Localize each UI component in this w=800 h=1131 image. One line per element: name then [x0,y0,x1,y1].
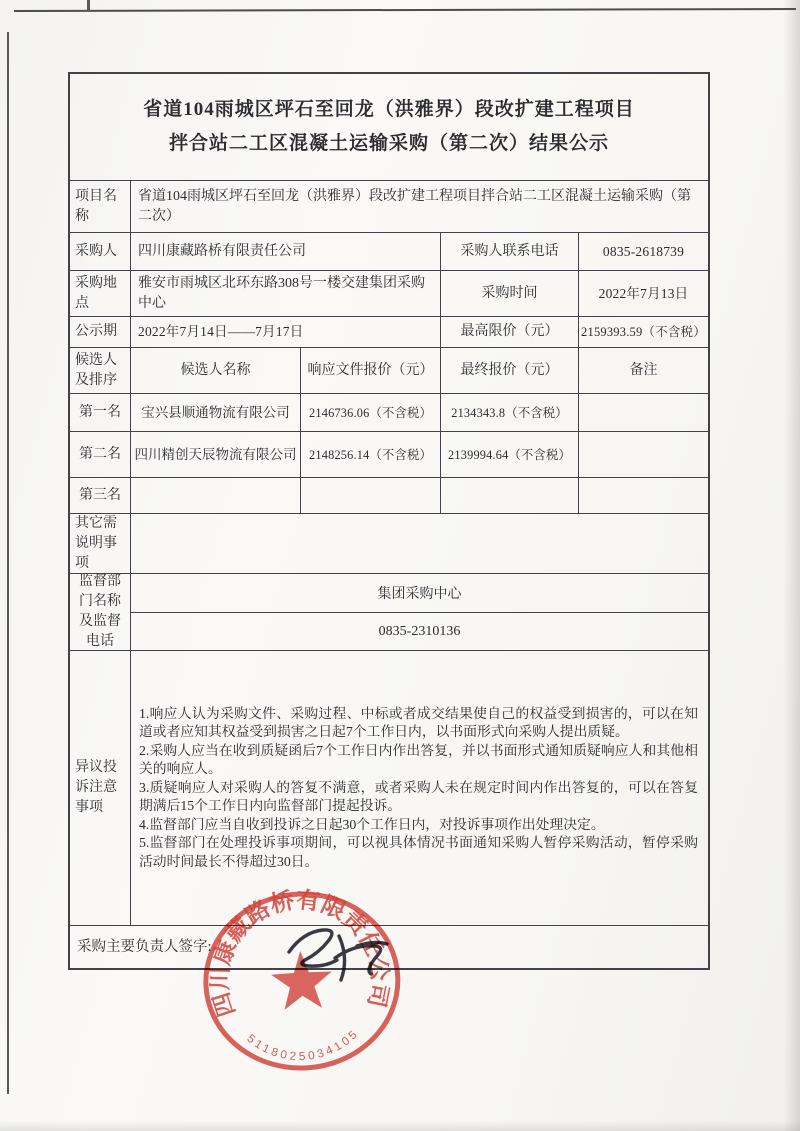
purchaser-phone-value: 0835-2618739 [578,233,708,270]
objection-label: 异议投诉注意事项 [75,760,117,815]
candidate-2-final-price: 2139994.64（不含税） [440,432,578,477]
publicity-value: 2022年7月14日——7月17日 [130,317,440,347]
objection-item-3: 3.质疑响应人对采购人的答复不满意，或者采购人未在规定时间内作出答复的，可以在答复期满后15个工作日内向监督部门提起投诉。 [139,779,698,814]
scan-edge-top [14,8,796,12]
row-project-name [70,180,708,232]
objection-item-4: 4.监督部门应当自收到投诉之日起30个工作日内，对投诉事项作出处理决定。 [139,816,605,832]
purchaser-label: 采购人 [75,243,117,259]
document-title-block [70,74,708,180]
candidate-2-name: 四川精创天辰物流有限公司 [130,432,300,477]
supervision-values [130,574,708,650]
candidate-1-final-price: 2134343.8（不含税） [440,394,578,431]
rank-1: 第一名 [79,404,121,420]
svg-text:四川康藏路桥有限责任公司 [202,883,394,1020]
other-notes-value [130,514,708,573]
seal-company-text: 四川康藏路桥有限责任公司 [207,887,393,1020]
location-value: 雅安市雨城区北环东路308号一楼交建集团采购中心 [130,271,440,316]
document-title-line-1: 省道104雨城区坪石至回龙（洪雅界）段改扩建工程项目 [143,99,635,120]
col-header-candidate-name: 候选人名称 [130,348,300,393]
max-price-label: 最高限价（元） [440,317,578,347]
project-name-value: 省道104雨城区坪石至回龙（洪雅界）段改扩建工程项目拌合站二工区混凝土运输采购（第二次） [130,181,708,232]
candidate-3-final-price [440,478,578,513]
candidate-1-remark [578,394,708,431]
table-row-candidate-2 [70,431,708,477]
location-label: 采购地点 [75,275,117,311]
row-purchaser [70,232,708,270]
table-row-candidate-3 [70,477,708,513]
scan-edge-tick [87,0,90,11]
objection-items [130,651,708,925]
publicity-label: 公示期 [75,324,117,339]
candidate-1-doc-price: 2146736.06（不含税） [300,394,440,431]
candidate-3-remark [578,478,708,513]
rank-3: 第三名 [79,487,121,503]
candidate-2-doc-price: 2148256.14（不含税） [300,432,440,477]
table-row-candidate-1 [70,393,708,431]
objection-item-1: 1.响应人认为采购文件、采购过程、中标或者成交结果使自己的权益受到损害的，可以在知道或者应知其权益受到损害之日起7个工作日内，以书面形式向采购人提出质疑。 [139,705,698,740]
col-header-doc-price: 响应文件报价（元） [300,348,440,393]
other-notes-label: 其它需说明事项 [75,515,117,571]
project-name-label: 项目名称 [75,188,117,224]
col-header-final-price: 最终报价（元） [440,348,578,393]
col-header-remark: 备注 [578,348,708,393]
scan-edge-right-shadow [784,0,800,1131]
scan-edge-bottom-shadow [0,1121,800,1131]
row-location [70,270,708,316]
objection-item-5: 5.监督部门在处理投诉事项期间，可以视具体情况书面通知采购人暂停采购活动，暂停采购活动时间最长不得超过30日。 [139,835,698,869]
row-other-notes [70,513,708,573]
objection-item-2: 2.采购人应当在收到质疑函后7个工作日内作出答复，并以书面形式通知质疑响应人和其他相关的响应人。 [139,742,698,777]
row-candidates-header [70,347,708,393]
row-supervision [70,573,708,650]
rank-2: 第二名 [79,446,121,462]
purchaser-phone-label: 采购人联系电话 [440,233,578,270]
candidate-2-remark [578,432,708,477]
purchase-time-label: 采购时间 [440,271,578,316]
supervision-department: 集团采购中心 [377,587,462,602]
candidates-label: 候选人及排序 [75,352,117,388]
candidate-1-name: 宝兴县顺通物流有限公司 [130,394,300,431]
company-seal [193,883,411,1086]
document-title-line-2: 拌合站二工区混凝土运输采购（第二次）结果公示 [168,133,609,154]
purchase-time-value: 2022年7月13日 [578,271,708,316]
supervision-label: 监督部门名称及监督电话 [79,574,121,649]
candidate-3-name [130,478,300,513]
signature-label: 采购主要负责人签字: [77,939,212,955]
candidate-3-doc-price [300,478,440,513]
supervision-phone: 0835-2310136 [131,612,708,650]
row-publicity-period [70,316,708,347]
scan-edge-left [7,32,9,1094]
purchaser-value: 四川康藏路桥有限责任公司 [130,233,440,270]
max-price-value: 2159393.59（不含税） [578,317,708,347]
result-announcement-table [68,72,710,970]
seal-number-text: 5118025034105 [244,1027,362,1064]
seal-star-icon [270,949,334,1010]
